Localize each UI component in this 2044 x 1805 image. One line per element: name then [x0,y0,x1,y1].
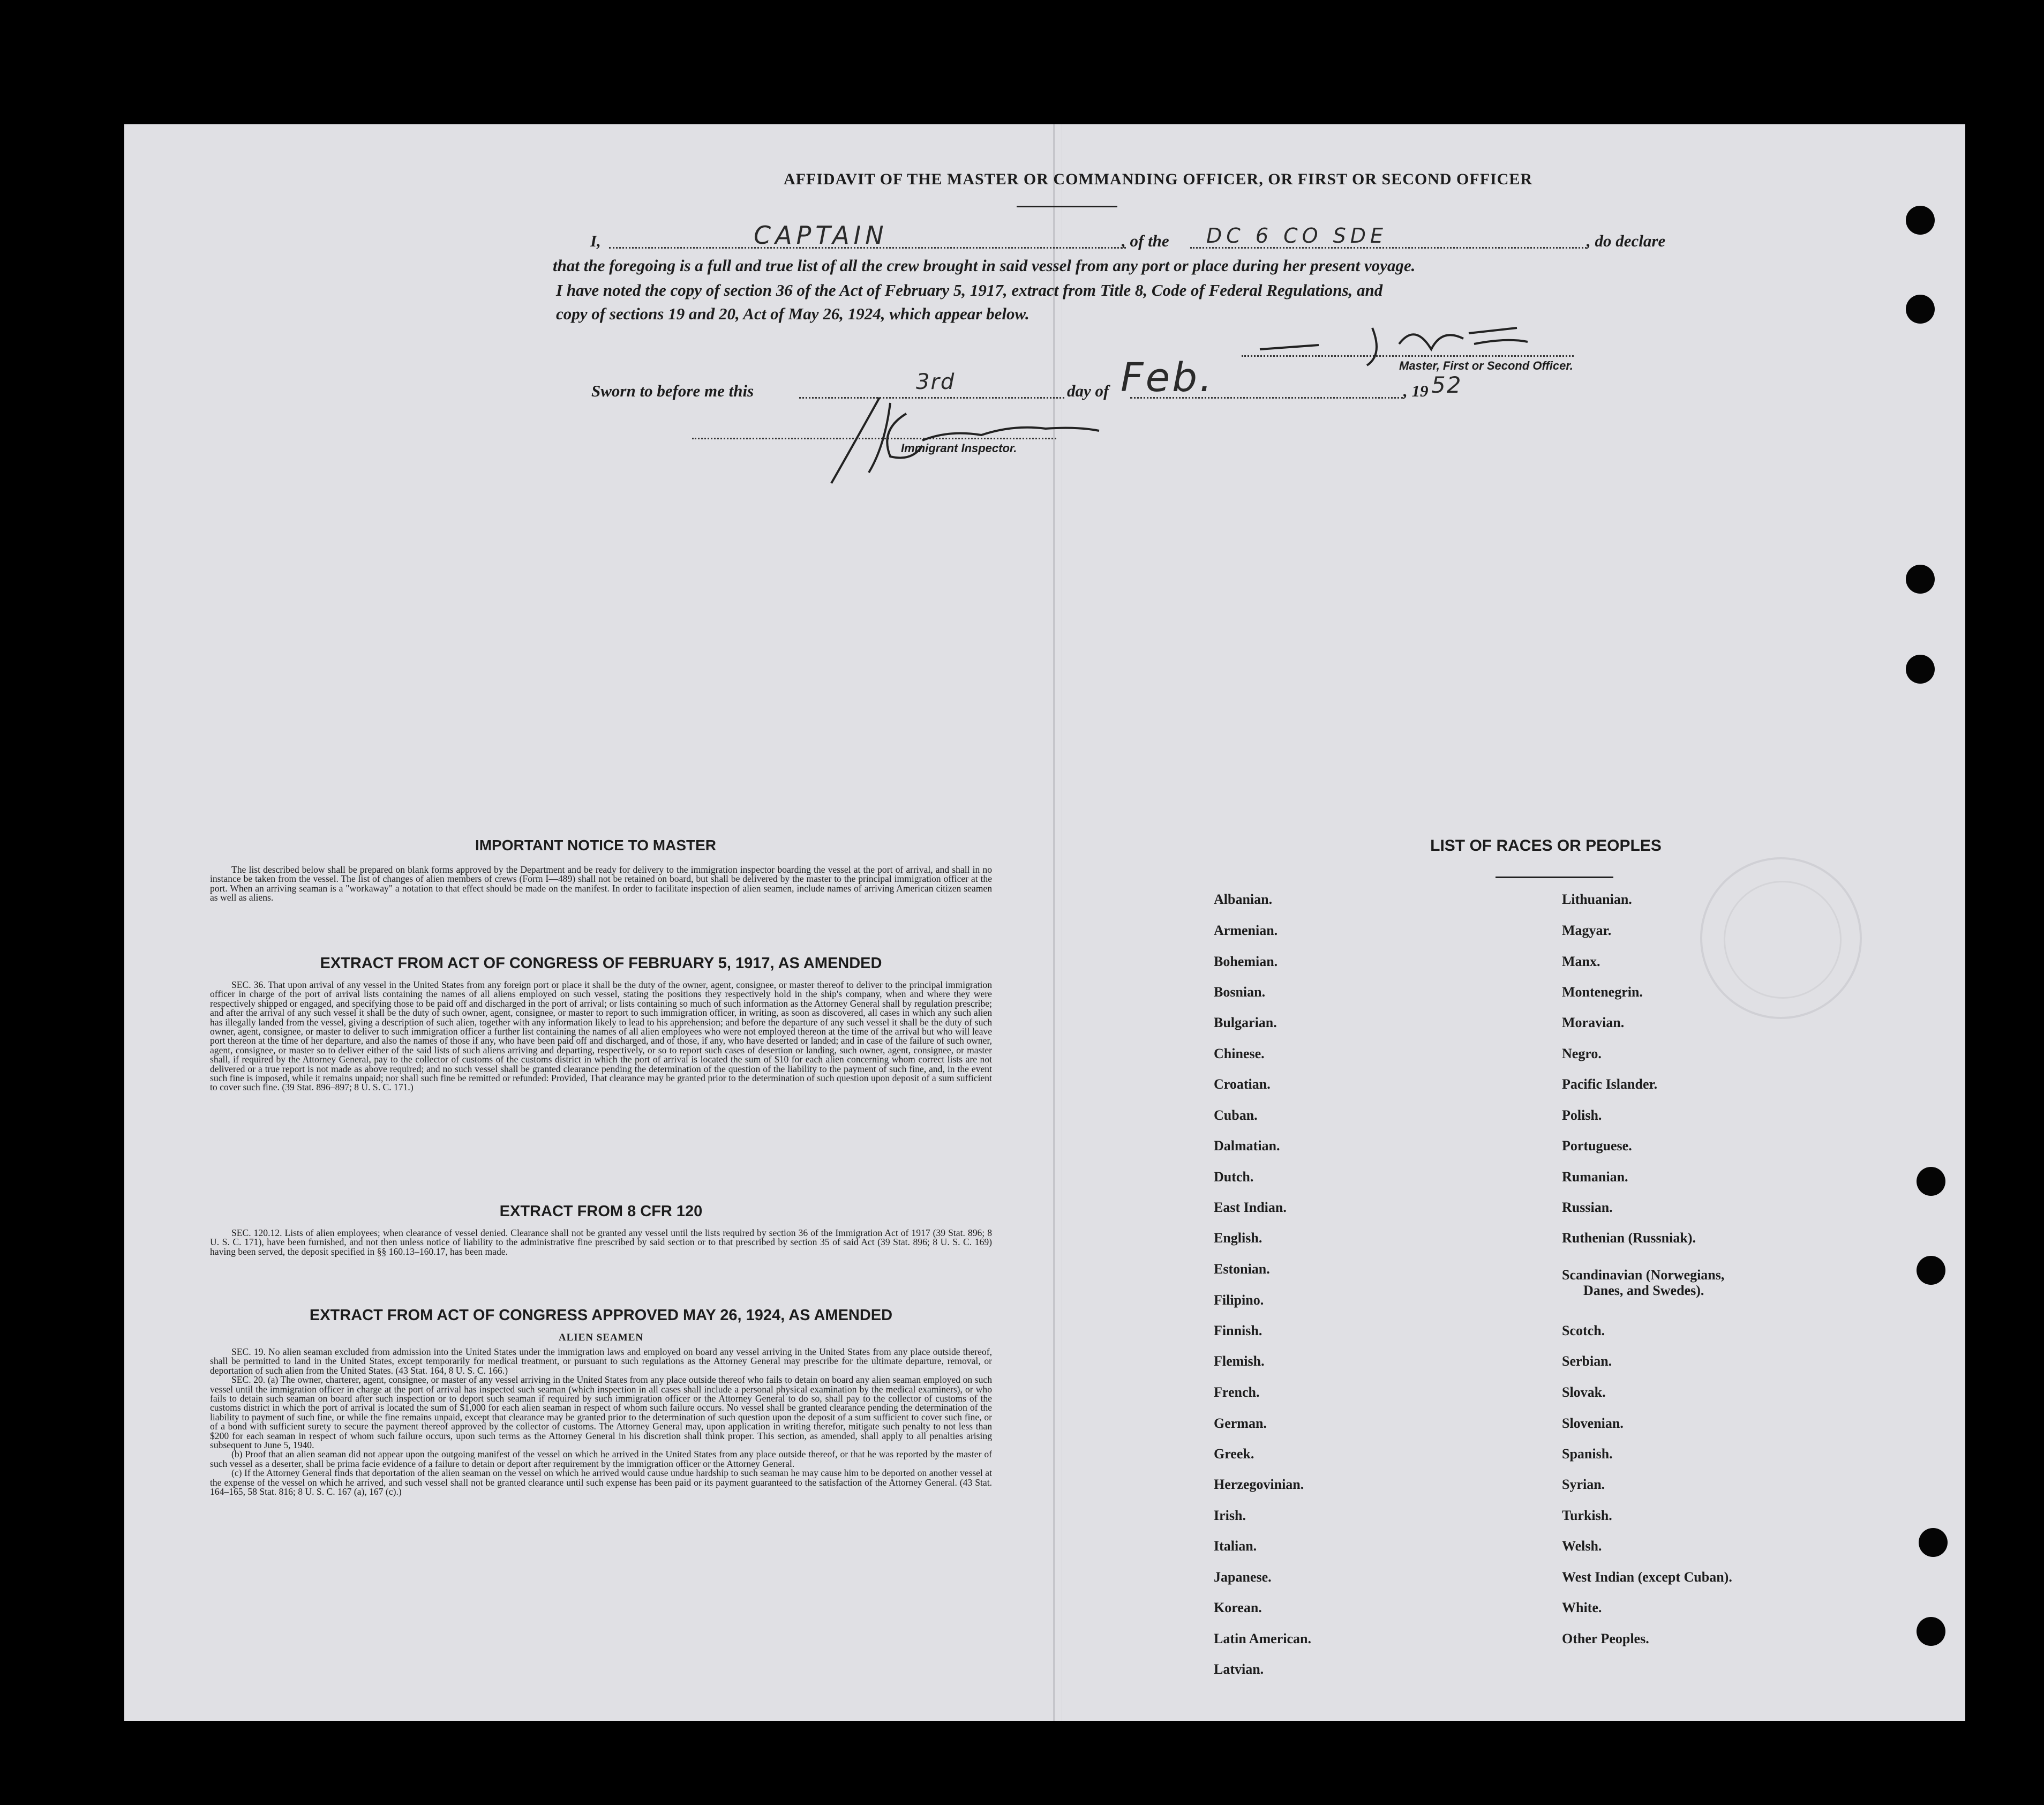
race-item: Pacific Islander. [1562,1076,1658,1092]
race-item: Montenegrin. [1562,984,1643,1000]
embossed-seal [1700,857,1862,1019]
race-item: West Indian (except Cuban). [1562,1569,1732,1585]
inspector-signature [810,381,1110,489]
handwritten-vessel: DC 6 CO SDE [1206,224,1388,248]
race-item: Italian. [1214,1538,1257,1554]
race-item: Dutch. [1214,1169,1254,1185]
notice-heading: IMPORTANT NOTICE TO MASTER [475,837,717,853]
race-item: Manx. [1562,954,1600,969]
affidavit-title: AFFIDAVIT OF THE MASTER OR COMMANDING OFFICER, OR FIRST OR SECOND OFFICER [783,170,1533,188]
race-item: Russian. [1562,1200,1613,1215]
sec-20c-paragraph: (c) If the Attorney General finds that deportation of the alien seaman on the vessel on which he arrived would cause undue hardship to such seaman he may cause him to be deported on another vessel at the expense of the vessel on which he arrived, and such vessel shall not be granted clearance until such expense has been paid or its payment guaranteed to the satisfaction of the Attorney General. (43 Stat. 164–165, 58 Stat. 816; 8 U. S. C. 167 (a), 167 (c).) [210,1467,992,1497]
cfr-heading: EXTRACT FROM 8 CFR 120 [499,1203,703,1220]
race-item: Other Peoples. [1562,1631,1649,1646]
race-item: Negro. [1562,1046,1602,1061]
extract-1917-text: SEC. 36. That upon arrival of any vessel in the United States from any foreign port or place it shall be the duty of the owner, agent, consignee, or master thereof to deliver to the principal immigration officer in charge of the port of arrival lists containing the names of all aliens employed on such vessel, stating the positions they respectively hold in the ship's company, when and where they were respectively shipped or engaged, and specifying those to be paid off and discharged in the port of arrival; or lists containing so much of such information as the Attorney General shall by regulation prescribe; and after the arrival of any such vessel it shall be the duty of such owner, agent, consignee, or master to report to such immigration officer, in writing, as soon as discovered, all cases in which any such alien has illegally landed from the vessel, giving a description of such alien, together with any information likely to lead to his apprehension; and before the departure of any such vessel it shall be the duty of such owner, agent, consignee, or master to deliver to such immigration officer a further list containing the names of all alien employees who were not employed thereon at the time of the arrival but who will leave port thereon at the time of her departure, and also the names of those if any, who have been paid off and discharged, and of those, if any, who have deserted or landed; and in case of the failure of such owner, agent, consignee, or master so to deliver either of the said lists of such aliens arriving and departing, respectively, or so to report such cases of desertion or landing, such owner, agent, consignee, or master shall, if required by the Attorney General, pay to the collector of customs of the customs district in which the port of arrival is located the sum of $10 for each alien concerning whom correct lists are not delivered or a true report is not made as above required; and no such vessel shall be granted clearance pending the determination of the question of the liability to the payment of such fine, and, in the event such fine is imposed, while it remains unpaid; nor shall such fine be remitted or refunded: Provided, That clearance may be granted prior to the determination of such question upon deposit of a sum sufficient to cover such fine. (39 Stat. 896–897; 8 U. S. C. 171.) [210,979,992,1093]
punch-hole [1917,1167,1945,1196]
race-item: Finnish. [1214,1323,1263,1338]
race-item: Latvian. [1214,1661,1264,1677]
handwritten-month: Feb. [1121,355,1214,401]
race-item: Spanish. [1562,1446,1613,1462]
race-item: Welsh. [1562,1538,1602,1554]
affidavit-do-declare: , do declare [1587,231,1666,250]
race-item: Turkish. [1562,1508,1612,1523]
handwritten-name: CAPTAIN [754,221,888,250]
race-item: French. [1214,1384,1260,1400]
race-item: Bulgarian. [1214,1015,1277,1030]
race-item: Greek. [1214,1446,1254,1462]
notice-text: The list described below shall be prepared on blank forms approved by the Department and be ready for delivery to the immigration inspector boarding the vessel at the port of arrival, and shall in no instance be taken from the vessel. The list of changes of alien members of crews (Form I—489) shall not be retained on board, but shall be delivered by the master to the principal immigration officer at the port. When an arriving seaman is a "workaway" a notation to that effect should be made on the manifest. In order to facilitate inspection of alien seamen, include names of arriving American citizen seamen as well as aliens. [210,864,992,903]
race-item: Scandinavian (Norwegians, [1562,1267,1725,1283]
race-item: Magyar. [1562,923,1612,938]
race-item: Bohemian. [1214,954,1278,969]
race-item: Japanese. [1214,1569,1272,1585]
sec-20b-paragraph: (b) Proof that an alien seaman did not appear upon the outgoing manifest of the vessel on which he arrived in the United States from any place outside thereof, or that he was reported by the master of such vessel as a deserter, shall be prima facie evidence of a failure to detain or deport after requirement by the immigration officer or the Attorney General. [210,1449,992,1469]
affidavit-line-2: that the foregoing is a full and true list of all the crew brought in said vessel from any port or place during her present voyage. [553,256,1416,275]
punch-hole [1906,295,1935,324]
race-item: Moravian. [1562,1015,1625,1030]
punch-hole [1919,1528,1948,1557]
cfr-text: SEC. 120.12. Lists of alien employees; when clearance of vessel denied. Clearance shall not be granted any vessel until the lists required by section 36 of the Immigration Act of 1917 (39 Stat. 896; 8 U. S. C. 171), have been furnished, and not then unless notice of liability to the administrative fine prescribed by said section or to that prescribed by section 35 of said Act (39 Stat. 896; 8 U. S. C. 169) having been served, the deposit specified in §§ 160.13–160.17, has been made. [210,1227,992,1257]
punch-hole [1906,206,1935,235]
race-item: Armenian. [1214,923,1278,938]
race-item: Slovak. [1562,1384,1606,1400]
sec-20a-paragraph: SEC. 20. (a) The owner, charterer, agent, consignee, or master of any vessel arriving in the United States from any place outside thereof who fails to detain on board any alien seaman employed on such vessel until the immigration officer in charge at the port of arrival has inspected such seaman (which inspection in all cases shall include a personal physical examination by the medical examiners), or who fails to detain such seaman on board after such inspection or to deport such seaman if required by such immigration officer or the Attorney General to do so, shall pay to the collector of customs of the customs district in which the port of arrival is located the sum of $1,000 for each alien seaman in respect of whom such failure occurs. No vessel shall be granted clearance pending the determination of the liability to payment of such fine, or while the fine remains unpaid, except that clearance may be granted prior to the determination of such question upon the deposit of a sum sufficient to cover such fine, or of a bond with sufficient surety to secure the payment thereof approved by the collector of customs. The Attorney General may, upon application in writing therefor, mitigate such penalty to not less than $200 for each seaman in respect of whom such failure occurs, upon such terms as the Attorney General in his discretion shall think proper. This section, as amended, shall apply to all penalties arising subsequent to June 5, 1940. [210,1374,992,1451]
race-item: Croatian. [1214,1076,1271,1092]
race-item: Syrian. [1562,1477,1605,1492]
sworn-day-of: day of [1067,381,1109,400]
race-item: Dalmatian. [1214,1138,1280,1154]
document-sheet [124,124,1965,1721]
punch-hole [1906,565,1935,594]
race-item: Filipino. [1214,1292,1264,1308]
extract-1917-heading: EXTRACT FROM ACT OF CONGRESS OF FEBRUARY 5, 1917, AS AMENDED [320,955,882,972]
race-item: Rumanian. [1562,1169,1628,1185]
race-item: Chinese. [1214,1046,1265,1061]
sworn-prefix: Sworn to before me this [591,381,754,400]
races-rule [1496,877,1613,878]
race-item: German. [1214,1415,1267,1431]
race-item: Estonian. [1214,1261,1270,1277]
punch-hole [1917,1617,1945,1646]
race-item: Cuban. [1214,1107,1258,1123]
affidavit-line-3: I have noted the copy of section 36 of the Act of February 5, 1917, extract from Title 8, Code of Federal Regulations, and [556,281,1383,299]
race-item: Latin American. [1214,1631,1311,1646]
alien-seamen-subheading: ALIEN SEAMEN [558,1332,644,1343]
race-item: East Indian. [1214,1200,1287,1215]
master-caption: Master, First or Second Officer. [1399,359,1573,372]
inspector-caption: Immigrant Inspector. [901,441,1017,455]
race-item: Bosnian. [1214,984,1266,1000]
race-item: Irish. [1214,1508,1246,1523]
handwritten-day: 3rd [916,370,956,394]
center-fold [1053,124,1055,1721]
punch-hole [1917,1256,1945,1285]
race-item: English. [1214,1230,1263,1246]
race-item: Flemish. [1214,1353,1265,1369]
race-item: Albanian. [1214,892,1273,907]
race-item: White. [1562,1600,1602,1615]
sworn-year-prefix: , 19 [1403,381,1429,400]
extract-1924-text [210,1347,992,1497]
handwritten-year: 52 [1431,372,1462,398]
race-item: Slovenian. [1562,1415,1624,1431]
race-item: Danes, and Swedes). [1583,1283,1704,1298]
race-item: Polish. [1562,1107,1602,1123]
sec-19-paragraph: SEC. 19. No alien seaman excluded from admission into the United States under the immigration laws and employed on board any vessel arriving in the United States from any place outside thereof, shall be permitted to land in the United States, except temporarily for medical treatment, or pursuant to such regulations as the Attorney General may prescribe for the ultimate departure, removal, or deportation of such alien from the United States. (43 Stat. 164, 8 U. S. C. 166.) [210,1346,992,1376]
race-item: Korean. [1214,1600,1262,1615]
affidavit-of-the: , of the [1122,231,1169,250]
race-item: Herzegovinian. [1214,1477,1304,1492]
race-item: Lithuanian. [1562,892,1632,907]
affidavit-i: I, [590,231,601,250]
race-item: Serbian. [1562,1353,1612,1369]
extract-1924-heading: EXTRACT FROM ACT OF CONGRESS APPROVED MAY 26, 1924, AS AMENDED [309,1307,893,1324]
races-heading: LIST OF RACES OR PEOPLES [1430,837,1662,855]
race-item: Ruthenian (Russniak). [1562,1230,1696,1246]
title-rule [1017,206,1117,207]
affidavit-line-4: copy of sections 19 and 20, Act of May 26, 1924, which appear below. [556,304,1029,323]
race-item: Portuguese. [1562,1138,1632,1154]
punch-hole [1906,655,1935,684]
race-item: Scotch. [1562,1323,1605,1338]
